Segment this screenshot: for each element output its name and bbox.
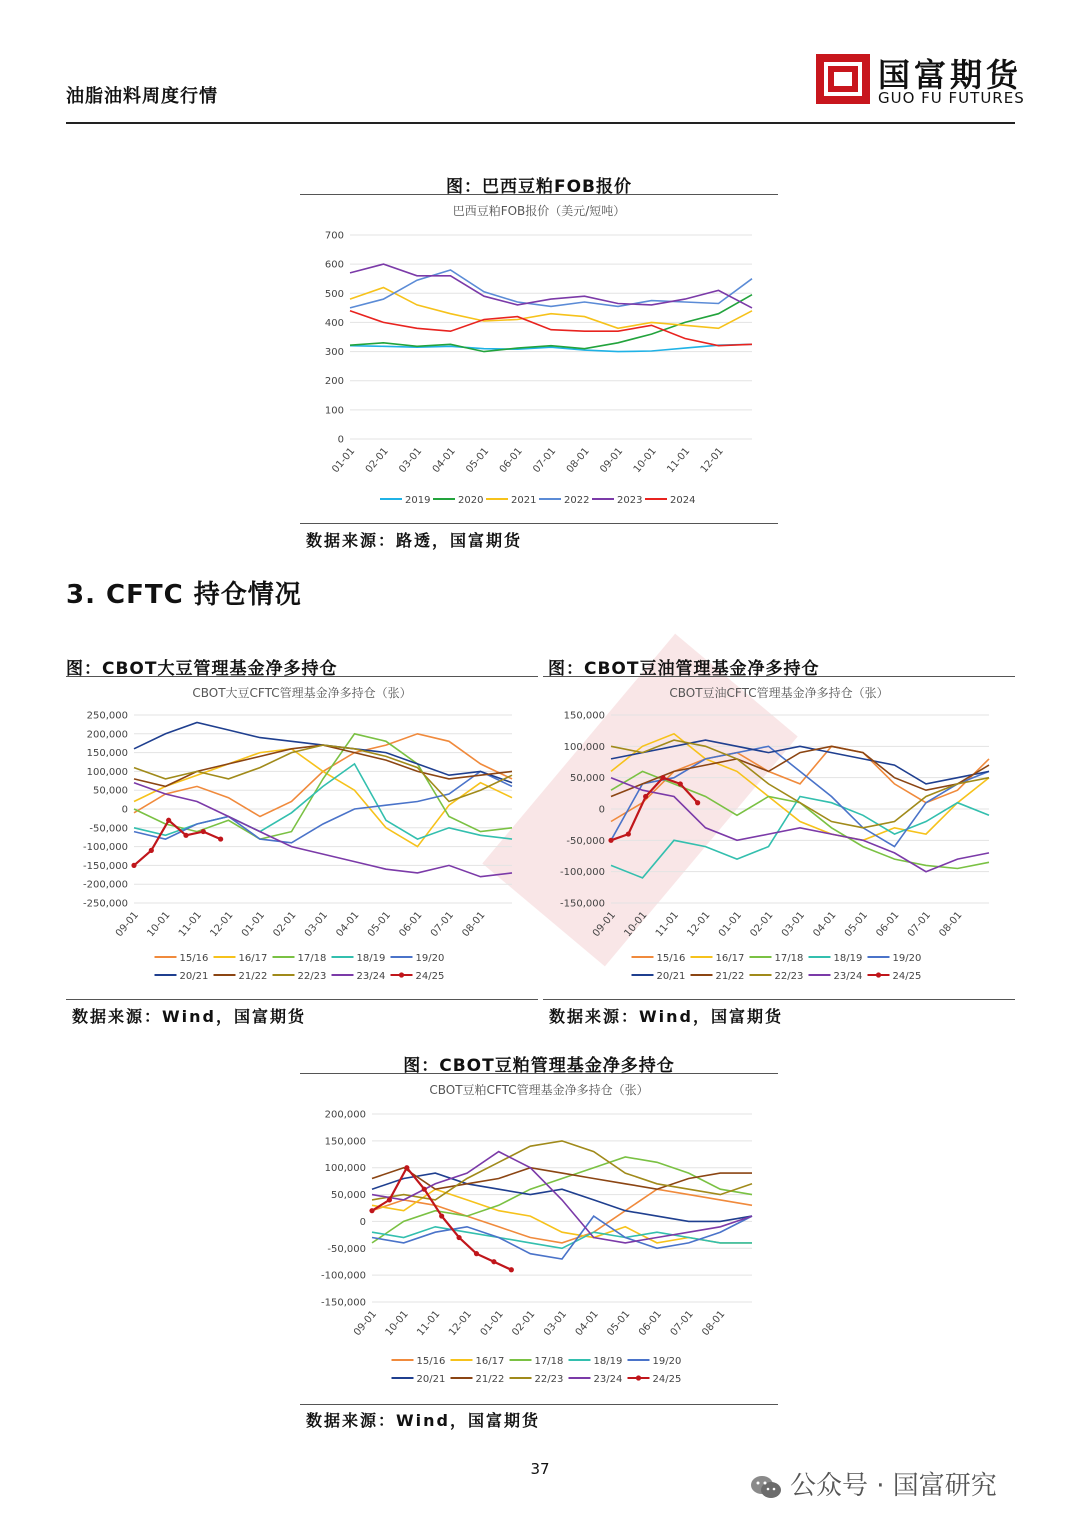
legend-marker bbox=[876, 972, 881, 977]
y-tick-label: -150,000 bbox=[560, 898, 605, 910]
x-tick-label: 03-01 bbox=[541, 1308, 570, 1339]
legend-label: 16/17 bbox=[475, 1356, 505, 1367]
series-line-16-17 bbox=[611, 734, 989, 841]
x-tick-label: 10-01 bbox=[383, 1308, 411, 1339]
data-point bbox=[456, 1235, 461, 1240]
series-line-16-17 bbox=[134, 749, 512, 847]
x-tick-label: 08-01 bbox=[700, 1308, 728, 1339]
legend-label: 15/16 bbox=[179, 953, 209, 964]
y-tick-label: 200 bbox=[324, 376, 344, 388]
y-tick-label: 300 bbox=[324, 347, 344, 359]
x-tick-label: 02-01 bbox=[271, 909, 299, 940]
series-line-15-16 bbox=[611, 746, 989, 821]
data-point bbox=[183, 833, 188, 838]
legend-label: 2023 bbox=[617, 495, 643, 506]
y-tick-label: 150,000 bbox=[86, 748, 128, 760]
x-tick-label: 11-01 bbox=[665, 445, 693, 476]
data-point bbox=[201, 829, 206, 834]
x-tick-label: 12-01 bbox=[446, 1308, 475, 1339]
legend-label: 23/24 bbox=[833, 971, 863, 982]
y-tick-label: 200,000 bbox=[86, 729, 128, 741]
data-point bbox=[149, 848, 154, 853]
data-point bbox=[695, 800, 700, 805]
x-tick-label: 09-01 bbox=[113, 909, 142, 940]
x-tick-label: 12-01 bbox=[685, 909, 713, 940]
chart-title: CBOT豆油CFTC管理基金净多持仓（张） bbox=[669, 686, 889, 700]
y-tick-label: 150,000 bbox=[324, 1136, 366, 1148]
y-tick-label: 50,000 bbox=[93, 785, 128, 797]
legend-label: 21/22 bbox=[715, 971, 745, 982]
legend-label: 22/23 bbox=[534, 1374, 564, 1385]
logo-icon bbox=[816, 54, 870, 104]
legend-label: 23/24 bbox=[356, 971, 386, 982]
series-line-22-23 bbox=[372, 1141, 752, 1200]
legend-label: 2019 bbox=[405, 495, 431, 506]
series-line-24-25 bbox=[372, 1168, 511, 1270]
legend-label: 19/20 bbox=[892, 953, 922, 964]
y-tick-label: -50,000 bbox=[327, 1243, 366, 1255]
x-tick-label: 04-01 bbox=[811, 909, 839, 940]
logo-chinese: 国富期货 bbox=[878, 56, 1023, 94]
series-line-18-19 bbox=[372, 1227, 752, 1249]
legend-label: 17/18 bbox=[297, 953, 327, 964]
legend-label: 16/17 bbox=[238, 953, 268, 964]
soyoil-figure-caption: 图：CBOT豆油管理基金净多持仓 bbox=[548, 659, 820, 679]
legend-label: 24/25 bbox=[892, 971, 922, 982]
x-tick-label: 04-01 bbox=[430, 445, 458, 476]
x-tick-label: 10-01 bbox=[145, 909, 173, 940]
section-title: 3. CFTC 持仓情况 bbox=[66, 580, 302, 610]
x-tick-label: 12-01 bbox=[698, 445, 726, 476]
soyoil-position-chart bbox=[543, 677, 1015, 999]
legend-label: 2024 bbox=[670, 495, 696, 506]
data-point bbox=[509, 1267, 514, 1272]
legend-label: 21/22 bbox=[238, 971, 268, 982]
y-tick-label: -200,000 bbox=[83, 879, 128, 891]
data-point bbox=[218, 836, 223, 841]
legend-label: 22/23 bbox=[774, 971, 804, 982]
y-tick-label: 100 bbox=[324, 405, 344, 417]
data-point bbox=[422, 1187, 427, 1192]
x-tick-label: 06-01 bbox=[636, 1308, 665, 1339]
soymeal-source: 数据来源：Wind，国富期货 bbox=[306, 1411, 540, 1430]
series-line-23-24 bbox=[611, 778, 989, 872]
data-point bbox=[131, 863, 136, 868]
legend-label: 24/25 bbox=[415, 971, 445, 982]
data-point bbox=[166, 818, 171, 823]
x-tick-label: 07-01 bbox=[531, 445, 559, 476]
legend-label: 2022 bbox=[564, 495, 590, 506]
legend-label: 19/20 bbox=[415, 953, 445, 964]
header-title: 油脂油料周度行情 bbox=[66, 86, 218, 107]
legend-label: 18/19 bbox=[356, 953, 386, 964]
x-tick-label: 02-01 bbox=[363, 445, 391, 476]
data-point bbox=[491, 1259, 496, 1264]
logo-english: GUO FU FUTURES bbox=[878, 89, 1025, 107]
x-tick-label: 01-01 bbox=[330, 445, 358, 476]
x-tick-label: 05-01 bbox=[365, 909, 394, 940]
data-point bbox=[439, 1213, 444, 1218]
series-line-22-23 bbox=[134, 745, 512, 801]
x-tick-label: 11-01 bbox=[653, 909, 682, 940]
x-tick-label: 09-01 bbox=[598, 445, 626, 476]
x-tick-label: 05-01 bbox=[842, 909, 871, 940]
series-line-2024 bbox=[350, 311, 752, 346]
legend-label: 21/22 bbox=[475, 1374, 505, 1385]
page-number: 37 bbox=[530, 1460, 550, 1478]
x-tick-label: 09-01 bbox=[351, 1308, 380, 1339]
y-tick-label: -100,000 bbox=[83, 842, 128, 854]
x-tick-label: 05-01 bbox=[464, 445, 492, 476]
data-point bbox=[404, 1165, 409, 1170]
series-line-17-18 bbox=[611, 771, 989, 868]
y-tick-label: 100,000 bbox=[563, 741, 605, 753]
soymeal-figure-caption: 图：CBOT豆粕管理基金净多持仓 bbox=[403, 1056, 675, 1076]
y-tick-label: 250,000 bbox=[86, 710, 128, 722]
soyoil-source: 数据来源：Wind，国富期货 bbox=[549, 1007, 783, 1026]
y-tick-label: -50,000 bbox=[566, 835, 605, 847]
data-point bbox=[474, 1251, 479, 1256]
data-point bbox=[608, 838, 613, 843]
brazil-fob-chart bbox=[300, 195, 778, 523]
legend-label: 18/19 bbox=[593, 1356, 623, 1367]
y-tick-label: 700 bbox=[324, 230, 344, 242]
brazil-source: 数据来源：路透，国富期货 bbox=[306, 531, 523, 550]
x-tick-label: 08-01 bbox=[460, 909, 488, 940]
soymeal-figure bbox=[300, 1073, 778, 1405]
legend-label: 23/24 bbox=[593, 1374, 623, 1385]
x-tick-label: 12-01 bbox=[208, 909, 236, 940]
data-point bbox=[643, 794, 648, 799]
legend-label: 24/25 bbox=[652, 1374, 682, 1385]
legend-label: 2020 bbox=[458, 495, 484, 506]
brazil-figure bbox=[300, 194, 778, 524]
legend-label: 15/16 bbox=[416, 1356, 446, 1367]
x-tick-label: 06-01 bbox=[397, 909, 425, 940]
legend-label: 16/17 bbox=[715, 953, 745, 964]
y-tick-label: -100,000 bbox=[560, 867, 605, 879]
y-tick-label: 0 bbox=[359, 1216, 366, 1228]
x-tick-label: 07-01 bbox=[905, 909, 934, 940]
series-line-2020 bbox=[350, 295, 752, 352]
x-tick-label: 07-01 bbox=[668, 1308, 696, 1339]
x-tick-label: 11-01 bbox=[176, 909, 205, 940]
chart-title: 巴西豆粕FOB报价（美元/短吨） bbox=[452, 204, 626, 218]
series-line-19-20 bbox=[372, 1216, 752, 1259]
legend-label: 20/21 bbox=[179, 971, 209, 982]
y-tick-label: 100,000 bbox=[86, 766, 128, 778]
y-tick-label: -150,000 bbox=[83, 860, 128, 872]
y-tick-label: -50,000 bbox=[89, 823, 128, 835]
x-tick-label: 09-01 bbox=[590, 909, 619, 940]
soymeal-position-chart bbox=[300, 1074, 778, 1404]
data-point bbox=[660, 775, 665, 780]
chart-title: CBOT大豆CFTC管理基金净多持仓（张） bbox=[192, 686, 412, 700]
x-tick-label: 06-01 bbox=[874, 909, 902, 940]
legend-label: 15/16 bbox=[656, 953, 686, 964]
x-tick-label: 06-01 bbox=[497, 445, 525, 476]
y-tick-label: 50,000 bbox=[331, 1190, 366, 1202]
y-tick-label: 0 bbox=[337, 434, 344, 446]
y-tick-label: 50,000 bbox=[570, 773, 605, 785]
soybean-source: 数据来源：Wind，国富期货 bbox=[72, 1007, 306, 1026]
legend-label: 20/21 bbox=[656, 971, 686, 982]
data-point bbox=[369, 1208, 374, 1213]
brazil-figure-caption: 图：巴西豆粕FOB报价 bbox=[445, 177, 633, 197]
data-point bbox=[626, 831, 631, 836]
legend-label: 18/19 bbox=[833, 953, 863, 964]
soybean-figure-caption: 图：CBOT大豆管理基金净多持仓 bbox=[66, 659, 338, 679]
y-tick-label: 0 bbox=[121, 804, 128, 816]
y-tick-label: -100,000 bbox=[321, 1270, 366, 1282]
x-tick-label: 08-01 bbox=[564, 445, 592, 476]
legend-label: 22/23 bbox=[297, 971, 327, 982]
y-tick-label: 150,000 bbox=[563, 710, 605, 722]
x-tick-label: 01-01 bbox=[239, 909, 268, 940]
y-tick-label: 500 bbox=[324, 288, 344, 300]
y-tick-label: 200,000 bbox=[324, 1109, 366, 1121]
x-tick-label: 03-01 bbox=[302, 909, 331, 940]
x-tick-label: 03-01 bbox=[779, 909, 808, 940]
wechat-account bbox=[750, 1465, 997, 1502]
x-tick-label: 11-01 bbox=[415, 1308, 443, 1339]
wechat-icon bbox=[750, 1474, 782, 1500]
x-tick-label: 01-01 bbox=[478, 1308, 506, 1339]
x-tick-label: 10-01 bbox=[622, 909, 650, 940]
x-tick-label: 04-01 bbox=[334, 909, 362, 940]
y-tick-label: 0 bbox=[598, 804, 605, 816]
soybean-position-chart bbox=[66, 677, 538, 999]
data-point bbox=[387, 1197, 392, 1202]
legend-label: 19/20 bbox=[652, 1356, 682, 1367]
x-tick-label: 03-01 bbox=[397, 445, 425, 476]
x-tick-label: 05-01 bbox=[605, 1308, 633, 1339]
y-tick-label: 400 bbox=[324, 317, 344, 329]
x-tick-label: 04-01 bbox=[573, 1308, 601, 1339]
x-tick-label: 10-01 bbox=[631, 445, 659, 476]
x-tick-label: 01-01 bbox=[716, 909, 745, 940]
data-point bbox=[678, 781, 683, 786]
y-tick-label: 100,000 bbox=[324, 1163, 366, 1175]
x-tick-label: 08-01 bbox=[937, 909, 965, 940]
legend-label: 17/18 bbox=[774, 953, 804, 964]
wechat-label: 公众号 · 国富研究 bbox=[790, 1471, 997, 1501]
x-tick-label: 02-01 bbox=[748, 909, 776, 940]
legend-marker bbox=[636, 1375, 641, 1380]
x-tick-label: 02-01 bbox=[510, 1308, 538, 1339]
legend-label: 20/21 bbox=[416, 1374, 446, 1385]
x-tick-label: 07-01 bbox=[428, 909, 457, 940]
legend-label: 2021 bbox=[511, 495, 537, 506]
y-tick-label: -150,000 bbox=[321, 1297, 366, 1309]
legend-marker bbox=[399, 972, 404, 977]
legend-label: 17/18 bbox=[534, 1356, 564, 1367]
series-line-19-20 bbox=[134, 771, 512, 842]
y-tick-label: 600 bbox=[324, 259, 344, 271]
header-divider bbox=[66, 122, 1015, 124]
y-tick-label: -250,000 bbox=[83, 898, 128, 910]
soybean-figure bbox=[66, 676, 538, 1000]
chart-title: CBOT豆粕CFTC管理基金净多持仓（张） bbox=[429, 1083, 649, 1097]
soyoil-figure bbox=[543, 676, 1015, 1000]
